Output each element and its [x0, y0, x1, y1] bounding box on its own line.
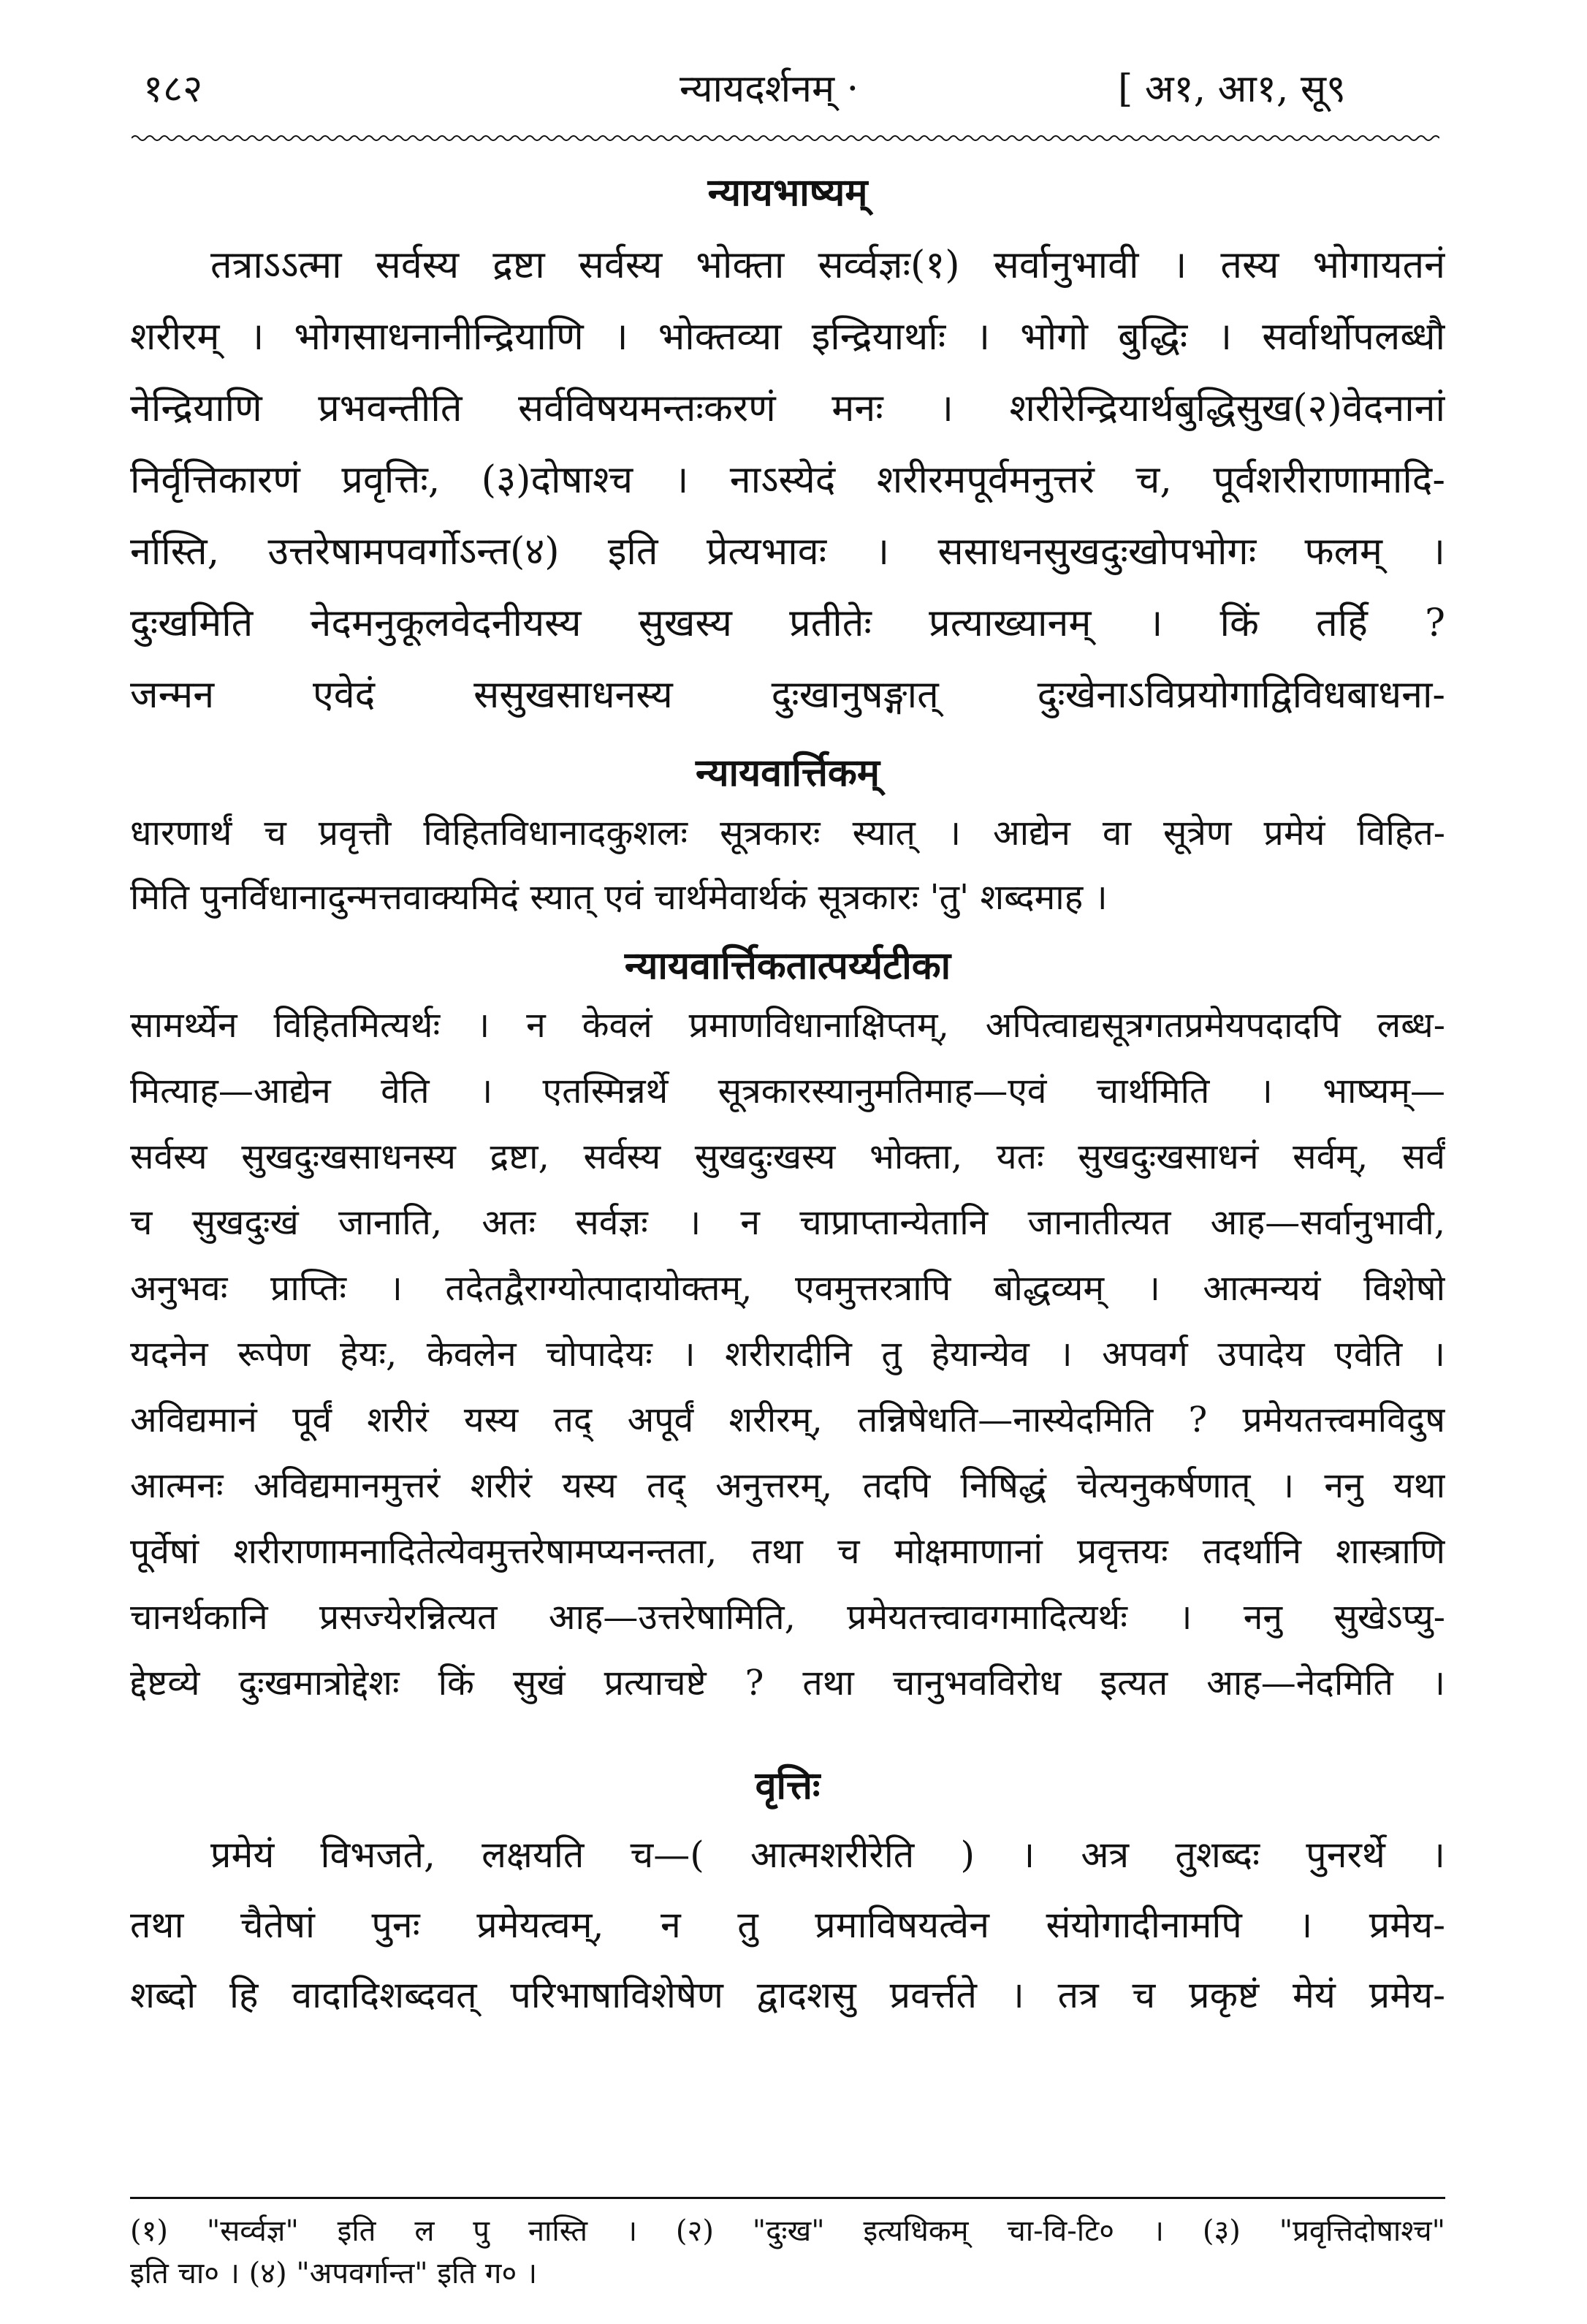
footnote-line: (१) "सर्व्वज्ञ" इति ल पु नास्ति । (२) "दुःख" इत्यधिकम् चा-वि-टि० । (३) "प्रवृत्तिदोषाश्च" — [130, 2214, 1445, 2248]
tika-line: अनुभवः प्राप्तिः । तदेतद्वैराग्योत्पादायोक्तम्, एवमुत्तरत्रापि बोद्धव्यम् । आत्मन्ययं विशेषो — [130, 1268, 1445, 1309]
bhashya-line: नेन्द्रियाणि प्रभवन्तीति सर्वविषयमन्तःकरणं मनः । शरीरेन्द्रियार्थबुद्धिसुख(२)वेदनानां — [130, 387, 1445, 430]
bhashya-line: दुःखमिति नेदमनुकूलवेदनीयस्य सुखस्य प्रतीतेः प्रत्याख्यानम् । किं तर्हि ? — [130, 601, 1445, 645]
tika-line: यदनेन रूपेण हेयः, केवलेन चोपादेयः । शरीरादीनि तु हेयान्येव । अपवर्ग उपादेय एवेति । — [130, 1334, 1445, 1375]
tika-line: च सुखदुःखं जानाति, अतः सर्वज्ञः । न चाप्राप्तान्येतानि जानातीत्यत आह—सर्वानुभावी, — [130, 1202, 1445, 1243]
footnote-line: इति चा० । (४) "अपवर्गान्त" इति ग० । — [130, 2257, 538, 2290]
varttika-line: धारणार्थं च प्रवृत्तौ विहितविधानादकुशलः सूत्रकारः स्यात् । आद्येन वा सूत्रेण प्रमेयं विहित- — [130, 813, 1445, 854]
tika-line: सर्वस्य सुखदुःखसाधनस्य द्रष्टा, सर्वस्य सुखदुःखस्य भोक्ता, यतः सुखदुःखसाधनं सर्वम्, सर्वं — [130, 1136, 1445, 1177]
vritti-line: शब्दो हि वादादिशब्दवत् परिभाषाविशेषेण द्वादशसु प्रवर्त्तते । तत्र च प्रकृष्टं मेयं प्रमेय- — [130, 1974, 1445, 2016]
tika-line: द्देष्टव्ये दुःखमात्रोद्देशः किं सुखं प्रत्याचष्टे ? तथा चानुभवविरोध इत्यत आह—नेदमिति । — [130, 1663, 1445, 1704]
vritti-section — [130, 1763, 1445, 2030]
tika-line: अविद्यमानं पूर्वं शरीरं यस्य तद् अपूर्वं शरीरम्, तन्निषेधति—नास्येदमिति ? प्रमेयतत्त्वमविदुष — [130, 1400, 1445, 1440]
vritti-line: प्रमेयं विभजते, लक्षयति च—( आत्मशरीरेति ) । अत्र तुशब्दः पुनरर्थे । — [210, 1834, 1445, 1876]
bhashya-line: तत्राऽऽत्मा सर्वस्य द्रष्टा सर्वस्य भोक्ता सर्व्वज्ञः(१) सर्वानुभावी । तस्य भोगायतनं — [210, 243, 1445, 287]
varttika-section — [130, 750, 1445, 930]
varttika-heading: न्यायवार्त्तिकम् — [696, 751, 880, 795]
bhashya-heading: न्यायभाष्यम् — [707, 170, 868, 215]
footnotes-section — [130, 2210, 1445, 2295]
bhashya-section — [130, 170, 1445, 731]
tika-line: आत्मनः अविद्यमानमुत्तरं शरीरं यस्य तद् अनुत्तरम्, तदपि निषिद्धं चेत्यनुकर्षणात् । ननु यथा — [130, 1465, 1445, 1506]
vritti-line: तथा चैतेषां पुनः प्रमेयत्वम्, न तु प्रमाविषयत्वेन संयोगादीनामपि । प्रमेय- — [130, 1904, 1445, 1946]
header-wavy-rule — [132, 133, 1439, 143]
tika-line: चानर्थकानि प्रसज्येरन्नित्यत आह—उत्तरेषामिति, प्रमेयतत्त्वावगमादित्यर्थः । ननु सुखेऽप्यु- — [130, 1597, 1445, 1638]
bhashya-line: शरीरम् । भोगसाधनानीन्द्रियाणि । भोक्तव्या इन्द्रियार्थाः । भोगो बुद्धिः । सर्वार्थोपलब्धौ — [130, 315, 1445, 359]
running-title: न्यायदर्शनम् · — [680, 67, 859, 111]
bhashya-line: र्नास्ति, उत्तरेषामपवर्गोऽन्त(४) इति प्रेत्यभावः । ससाधनसुखदुःखोपभोगः फलम् । — [130, 530, 1445, 574]
chapter-reference: [ अ१, आ१, सू९ — [1118, 67, 1347, 111]
tika-line: मित्याह—आद्येन वेति । एतस्मिन्नर्थे सूत्रकारस्यानुमतिमाह—एवं चार्थमिति । भाष्यम्— — [130, 1071, 1445, 1112]
tika-line: सामर्थ्येन विहितमित्यर्थः । न केवलं प्रमाणविधानाक्षिप्तम्, अपित्वाद्यसूत्रगतप्रमेयपदादपि लब्ध- — [130, 1005, 1445, 1046]
tika-line: पूर्वेषां शरीराणामनादितेत्येवमुत्तरेषामप्यनन्तता, तथा च मोक्षमाणानां प्रवृत्तयः तदर्थानि शास्त्राणि — [130, 1531, 1445, 1572]
bhashya-line: जन्मन एवेदं ससुखसाधनस्य दुःखानुषङ्गात् दुःखेनाऽविप्रयोगाद्विविधबाधना- — [130, 673, 1445, 717]
page-number: १८२ — [143, 67, 203, 111]
vritti-heading: वृत्तिः — [755, 1763, 821, 1808]
bhashya-line: निर्वृत्तिकारणं प्रवृत्तिः, (३)दोषाश्च । नाऽस्येदं शरीरमपूर्वमनुत्तरं च, पूर्वशरीराणामादि- — [130, 458, 1445, 502]
tika-heading: न्यायवार्त्तिकतात्पर्य्यटीका — [624, 943, 951, 988]
varttika-line: मिति पुनर्विधानादुन्मत्तवाक्यमिदं स्यात् एवं चार्थमेवार्थकं सूत्रकारः 'तु' शब्दमाह । — [130, 877, 1108, 918]
footnote-divider — [130, 2197, 1445, 2199]
tika-section — [130, 943, 1445, 1716]
